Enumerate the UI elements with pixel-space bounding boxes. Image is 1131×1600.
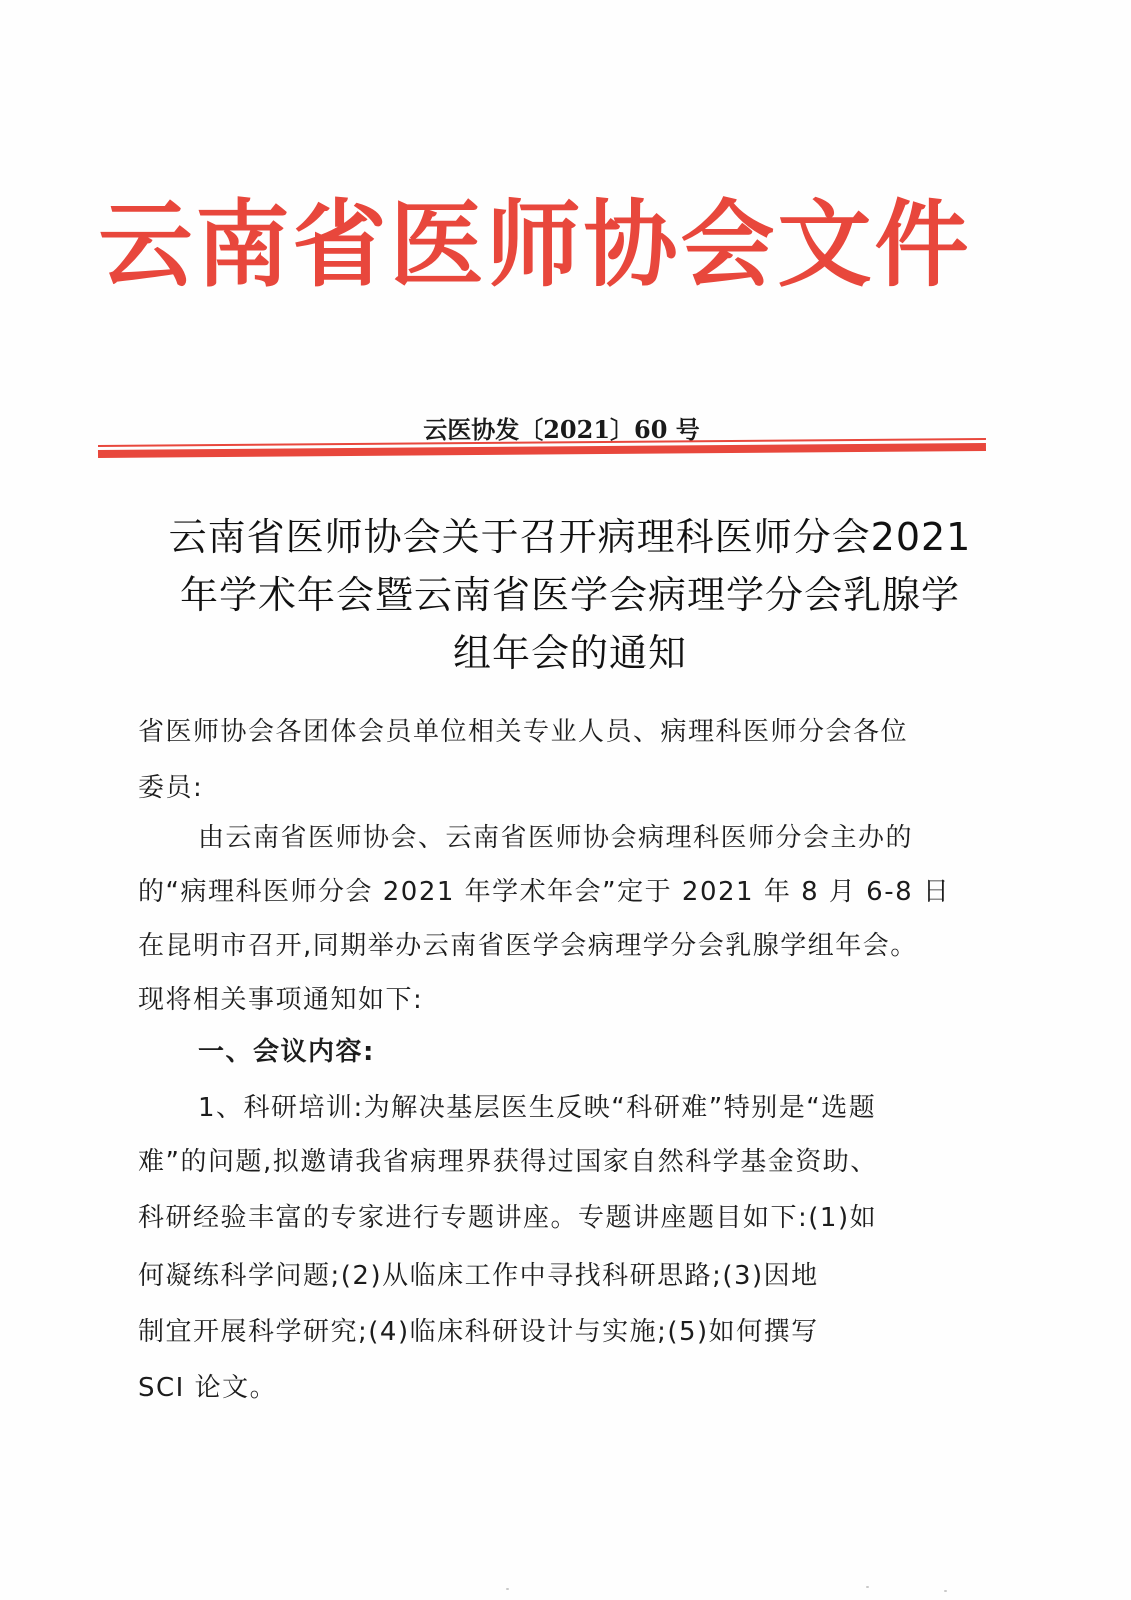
paragraph-line: 科研经验丰富的专家进行专题讲座。专题讲座题目如下:(1)如 [138, 1203, 878, 1233]
title-line: 年学术年会暨云南省医学会病理学分会乳腺学 [179, 573, 960, 617]
title-line: 云南省医师协会关于召开病理科医师分会2021 [168, 515, 972, 559]
title-line: 组年会的通知 [452, 631, 687, 675]
document-number: 云医协发〔2021〕60 号 [423, 415, 700, 444]
scan-speck [944, 1590, 947, 1592]
addressee-line: 委员: [138, 773, 204, 803]
paragraph-line: 何凝练科学问题;(2)从临床工作中寻找科研思路;(3)因地 [138, 1261, 819, 1291]
paragraph-line: 制宜开展科学研究;(4)临床科研设计与实施;(5)如何撰写 [138, 1317, 819, 1347]
paragraph-line: 难”的问题,拟邀请我省病理界获得过国家自然科学基金资助、 [138, 1147, 878, 1177]
document-masthead: 云南省医师协会文件 [98, 190, 972, 300]
scan-speck [506, 1588, 509, 1590]
paragraph-line: SCI 论文。 [138, 1373, 278, 1403]
scan-speck [866, 1586, 869, 1588]
paragraph-line: 在昆明市召开,同期举办云南省医学会病理学分会乳腺学组年会。 [138, 931, 918, 961]
paragraph-line: 的“病理科医师分会 2021 年学术年会”定于 2021 年 8 月 6-8 日 [138, 877, 951, 907]
section-heading: 一、会议内容: [198, 1037, 375, 1067]
notice-title [140, 508, 1000, 682]
paragraph-line: 现将相关事项通知如下: [138, 985, 424, 1015]
paragraph-line: 1、科研培训:为解决基层医生反映“科研难”特别是“选题 [198, 1093, 877, 1123]
addressee-line: 省医师协会各团体会员单位相关专业人员、病理科医师分会各位 [138, 717, 909, 747]
paragraph-line: 由云南省医师协会、云南省医师协会病理科医师分会主办的 [198, 823, 914, 853]
